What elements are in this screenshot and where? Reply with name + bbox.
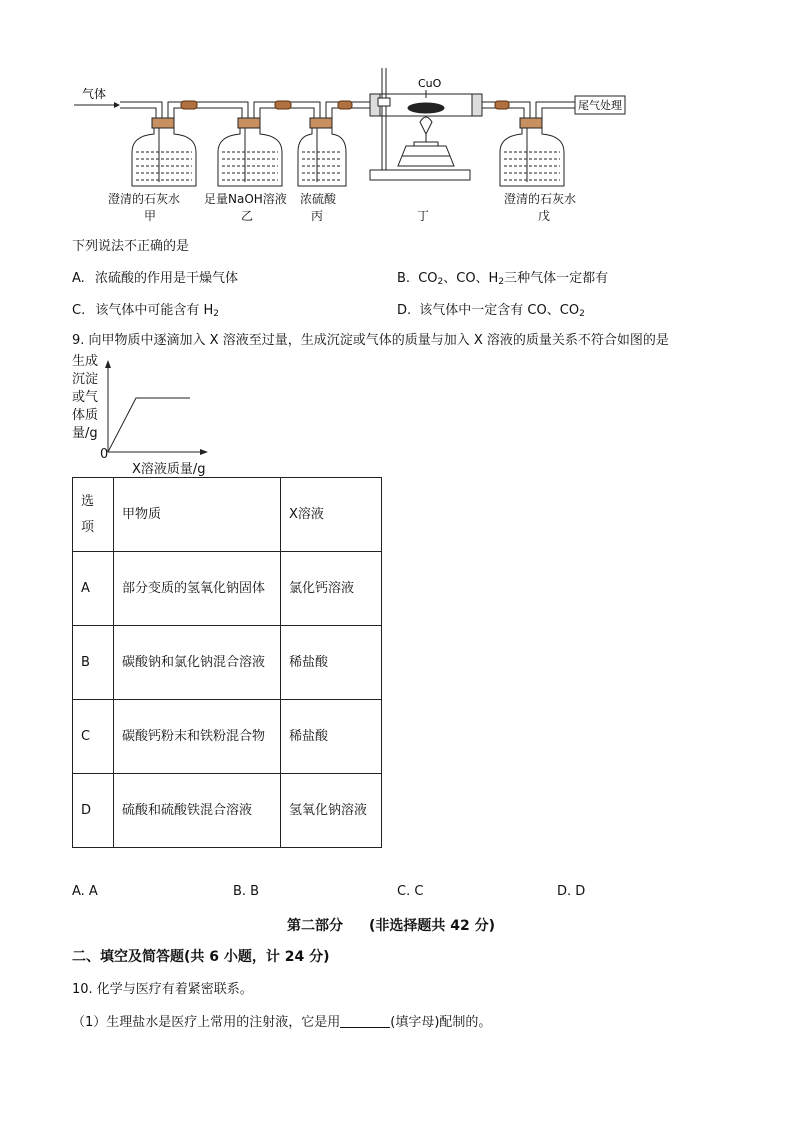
bottle-5-content: 澄清的石灰水 (504, 192, 577, 206)
table-header-row (73, 478, 382, 552)
table-row (73, 700, 382, 774)
q8-prompt: 下列说法不正确的是 (72, 239, 190, 254)
q8-option-b-label: B. (397, 271, 411, 286)
bottle-3-letter: 丙 (311, 209, 324, 223)
table-cell-substance: 部分变质的氢氧化钠固体 (114, 552, 281, 626)
bottle-3-content: 浓硫酸 (300, 192, 337, 206)
bottle-2-letter: 乙 (241, 209, 254, 223)
q8-option-d-text: 该气体中一定含有 CO、$CO_2$ (419, 303, 585, 319)
table-header-x-solution: X溶液 (281, 478, 382, 552)
q9-answer-c: C. C (397, 884, 424, 899)
table-cell-option: C (73, 700, 114, 774)
graph-origin: 0 (100, 447, 109, 462)
exhaust-label: 尾气处理 (578, 99, 622, 112)
gas-in-label: 气体 (82, 87, 107, 101)
table-cell-x-solution: 稀盐酸 (281, 700, 382, 774)
table-header-option: 选项 (73, 478, 114, 552)
q8-option-c-label: C. (72, 303, 86, 318)
q8-option-b-text: $CO_2$、CO、$H_2$三种气体一定都有 (418, 271, 609, 287)
graph-curve (108, 398, 190, 452)
table-cell-substance: 碳酸钠和氯化钠混合溶液 (114, 626, 281, 700)
table-cell-x-solution: 稀盐酸 (281, 626, 382, 700)
q9-answer-b: B. B (233, 884, 260, 899)
table-row (73, 552, 382, 626)
q9-options-table (72, 477, 382, 848)
table-cell-option: D (73, 774, 114, 848)
table-cell-x-solution: 氢氧化钠溶液 (281, 774, 382, 848)
q9-question (72, 329, 669, 348)
section-heading: 二、填空及简答题(共 6 小题，计 24 分) (72, 949, 330, 965)
table-header-substance: 甲物质 (114, 478, 281, 552)
graph-ylabel: 生成 沉淀 或气 体质 量/g (72, 354, 99, 441)
bottle-1-content: 澄清的石灰水 (108, 192, 181, 206)
table-cell-option: A (73, 552, 114, 626)
graph-xlabel: X溶液质量/g (132, 462, 206, 477)
q9-answer-d: D. D (557, 884, 586, 899)
answer-blank[interactable] (340, 1014, 390, 1028)
q8-option-c-text: 该气体中可能含有 $H_2$ (95, 303, 220, 319)
q8-option-d (397, 299, 585, 319)
bottle-5-letter: 戊 (538, 209, 551, 223)
table-cell-x-solution: 氯化钙溶液 (281, 552, 382, 626)
q9-number: 9. (72, 333, 85, 348)
table-cell-substance: 硫酸和硫酸铁混合溶液 (114, 774, 281, 848)
q8-option-c (72, 299, 219, 319)
q8-option-b (397, 267, 608, 287)
q9-answer-a: A. A (72, 884, 98, 899)
q8-option-a-text: 浓硫酸的作用是干燥气体 (94, 271, 238, 286)
q10-text: 10. 化学与医疗有着紧密联系。 (72, 982, 253, 997)
part2-title: 第二部分 (非选择题共 42 分) (287, 918, 496, 934)
q9-text: 向甲物质中逐滴加入 X 溶液至过量，生成沉淀或气体的质量与加入 X 溶液的质量关系不符合如图的是 (88, 333, 669, 348)
table-cell-substance: 碳酸钙粉末和铁粉混合物 (114, 700, 281, 774)
table-row (73, 774, 382, 848)
cuo-label: CuO (418, 77, 442, 90)
tube-letter: 丁 (417, 209, 430, 223)
table-row (73, 626, 382, 700)
q10-part1: （1）生理盐水是医疗上常用的注射液，它是用 (填字母)配制的。 (72, 1015, 492, 1030)
mass-graph (100, 360, 210, 456)
table-cell-option: B (73, 626, 114, 700)
q8-option-d-label: D. (397, 303, 412, 318)
bottle-2-content: 足量NaOH溶液 (204, 192, 287, 206)
q8-option-a-label: A. (72, 271, 85, 286)
bottle-1-letter: 甲 (144, 209, 157, 223)
q8-option-a (72, 267, 238, 286)
